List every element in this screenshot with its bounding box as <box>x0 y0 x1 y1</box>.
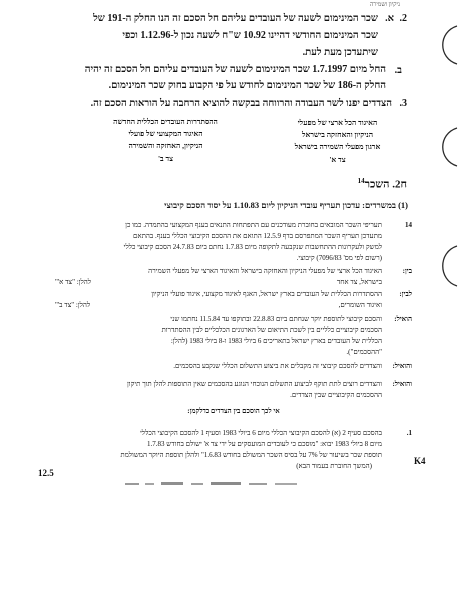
page-code: K4 <box>414 456 426 466</box>
whereas-line: והסכם קיבוצי לתוספת יוקר שנחתם ביום 22.8.83 ובתוקפו עד 11.5.84 נחתמו שני <box>170 315 382 323</box>
clause-2-number: 2. <box>399 13 407 24</box>
between-label: בין: <box>402 267 412 275</box>
and-between-last-line <box>55 300 382 311</box>
signature-line: האיגוד המקצועי של פועלי <box>128 129 203 138</box>
continued-note: (המשך החוברת בעמוד הבא) <box>296 462 372 470</box>
footnote-line: מתעדכן תעריף השכר המתפרסם בדף 12.5.9 התואם את ההסכם הקיבוצי הכללי בענף. בהתאם <box>133 232 382 240</box>
binder-hole-mark <box>443 246 457 286</box>
party-b-alias: להלן: "צד ב'" <box>55 301 91 309</box>
running-header: ניקיון ושמירה <box>369 2 400 8</box>
article-line: תוספת שכר בשיעור של 7% על בסיס השכר המשולם בחודש 1.6.83" ולהלן תוספת היוקר המשולמת <box>120 451 382 459</box>
clause-2b-label: ב. <box>394 65 402 76</box>
whereas-line: "ההסכמים"). <box>346 348 382 356</box>
whereas-3-block <box>55 379 412 401</box>
and-between-body <box>55 289 382 311</box>
clause-2b-text: החל מיום 1.7.1997 שכר המינימום לשעה של העובדים עליהם חל הסכם זה יהיה החלק ה-186 של שכר המינימום לחודש על פי הקבוע בחוק שכר המינימום. <box>84 64 386 91</box>
subsection-title: (1) במשרדים: עדכון תעריף עובדי הניקיון ליום 1.10.83 על יסוד הסכם קיבוצי <box>164 200 408 210</box>
clause-3-text: הצדדים יפנו לשר העבודה והרווחה בבקשה להוציא הרחבה על הוראות הסכם זה. <box>90 98 392 109</box>
between-line: בישראל, צד אחד <box>336 278 382 286</box>
whereas-1-body <box>55 314 382 358</box>
footnote-block <box>55 220 412 264</box>
footnote-mark: 14 <box>405 221 412 229</box>
chapter-heading <box>358 177 407 191</box>
signature-line: הניקיון והאחזקה בישראל <box>301 130 374 139</box>
scan-residue <box>125 480 300 488</box>
article-1-block <box>55 428 412 472</box>
footnote-line: (רשום לפי מס' 7096/83) קיבוצי. <box>296 254 382 262</box>
signature-party-b <box>88 116 243 165</box>
and-between-block <box>55 289 412 311</box>
clause-2a-text: שכר המינימום לשעה של העובדים עליהם חל הסכם זה הנו החלק ה-191 של שכר המינימום החודשי דהיינו 10.92 ש"ח לשעה נכון ל-1.12.96 וכפי שיתעדכן מעת לעת. <box>93 13 378 58</box>
binder-holes <box>425 0 462 300</box>
article-line: מיום 8 ביולי 1983 יבוא: "מוסכם כי לעובדים המועסקים על ידי צד א' ישולם בחודש 1.7.83 <box>147 440 382 448</box>
footnote-line: למשק ולעקרונות ההתחשבות שנקבעה לתקופה מיום 1.7.83 נחתם ביום 24.7.83 הסכם קיבוצי כללי <box>123 243 382 251</box>
whereas-line: הסכמים קיבוציים כלליים בין לשכת התיאום של הארגונים הכלכליים לבין ההסתדרות <box>161 326 382 334</box>
section-code: 12.5 <box>38 468 54 478</box>
whereas-line: ההסכמים הקיבוציים שבין הצדדים. <box>290 391 382 399</box>
party-a-side-label: צד א' <box>329 155 346 164</box>
binder-hole-mark <box>443 26 457 64</box>
footnote-body <box>55 220 382 264</box>
signature-line: ההסתדרות העובדים הכללית החדשה <box>113 117 218 126</box>
party-a-alias: להלן: "צד א'" <box>55 278 92 286</box>
whereas-3-body <box>55 379 382 401</box>
party-b-side-label: צד ב' <box>157 154 174 163</box>
whereas-2-block <box>55 361 412 372</box>
whereas-line: הכללית של העובדים בארץ ישראל בתאריכים 6 ביולי 1983 ו-8 ביולי 1983 (להלן: <box>170 337 382 345</box>
and-between-line: ואיגוד השומרים, <box>338 301 382 309</box>
binder-hole-mark <box>443 128 457 166</box>
and-between-label: לבין: <box>399 290 412 298</box>
signature-party-a <box>270 117 405 166</box>
whereas-line: והצדדים להסכם קיבוצי זה מקבלים את ביצוע התשלום הכללי שנקבע בהסכמים. <box>173 362 382 370</box>
chapter-footnote-mark: 14 <box>357 177 365 185</box>
article-1-body <box>55 428 382 472</box>
signature-line: ארגון מפעלי השמירה בישראל <box>294 142 381 151</box>
wage-section <box>55 199 412 472</box>
chapter-title: ח2. השכר <box>364 178 407 191</box>
article-line: בהסכם סעיף 2 (א) להסכם הקיבוצי הכללי מיום 6 ביולי 1983 וסעיף 1 להסכם הקיבוצי הכללי <box>139 429 382 437</box>
between-body <box>55 266 382 288</box>
whereas-label: והואיל: <box>392 362 412 370</box>
agreed-intro: אי לכך הוסכם בין הצדדים כדלקמן: <box>187 407 280 415</box>
whereas-line: והצדדים רוצים לתת תוקף לביצוע התשלום הנוכחי הנוגע בהסכמים שאין התוספות להלן תוך תיקון <box>127 380 382 388</box>
footnote-line: תעריפי השכר המובאים בחוברת מעודכנים עם התפתחות התנאים בענף המקצועי בהתמדה. כמו כן <box>125 221 382 229</box>
clause-3-number: 3. <box>399 98 407 109</box>
whereas-label: הואיל: <box>394 315 412 323</box>
between-block <box>55 266 412 288</box>
and-between-line: ההסתדרות הכללית של העובדים בארץ ישראל, האגף לאיגוד מקצועי, איגוד פועלי הניקיון <box>151 290 382 298</box>
whereas-label: והואיל: <box>392 380 412 388</box>
signature-line: הניקיון, האחזקה והשמירה <box>128 141 203 150</box>
article-1-number: 1. <box>406 429 412 437</box>
between-line: האיגוד הכל ארצי של מפעלי הניקיון והאחזקה בישראל והאיגוד הארצי של מפעלי השמירה <box>148 267 382 275</box>
whereas-1-block <box>55 314 412 358</box>
clause-2a-label: א. <box>385 13 394 24</box>
whereas-2-body <box>55 361 382 372</box>
signature-line: האיגוד הכל ארצי של מפעלי <box>297 118 378 127</box>
between-last-line <box>55 277 382 288</box>
